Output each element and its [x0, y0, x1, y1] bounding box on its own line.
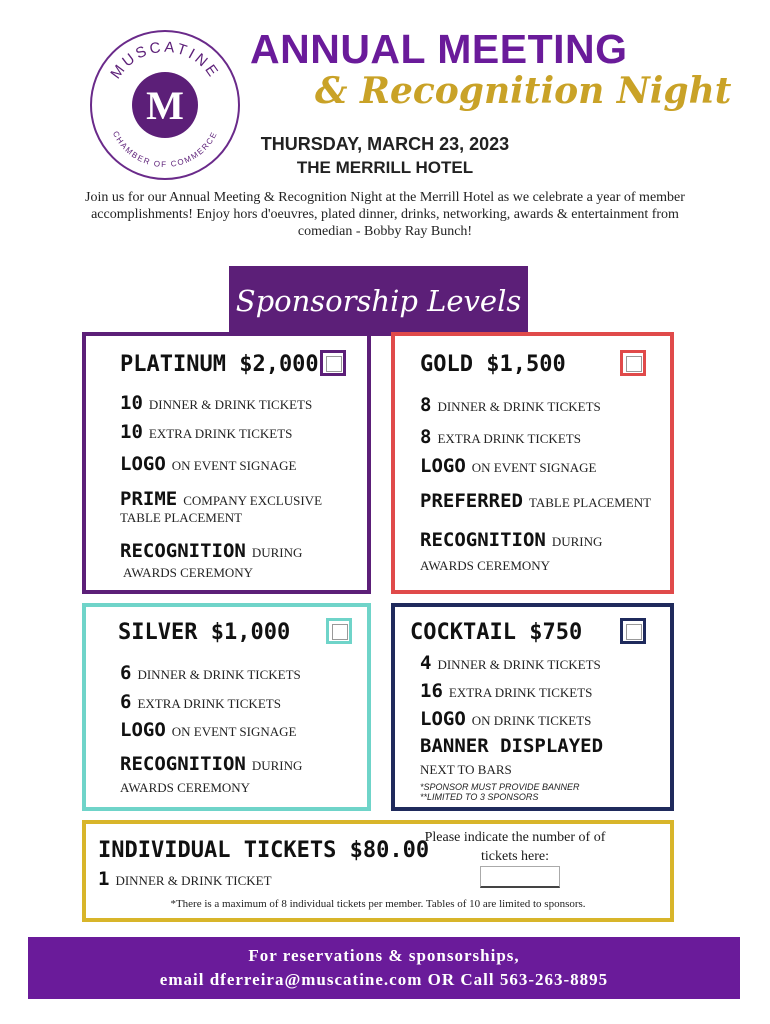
gold-line-1: 8 DINNER & DRINK TICKETS	[420, 394, 601, 416]
event-subtitle: & Recognition Night	[315, 70, 732, 112]
individual-line: 1 DINNER & DRINK TICKET	[98, 868, 272, 890]
gold-line-5-cont: AWARDS CEREMONY	[420, 558, 551, 573]
silver-line-4-cont: AWARDS CEREMONY	[120, 780, 251, 795]
platinum-line-5-cont: AWARDS CEREMONY	[123, 565, 254, 580]
sponsorship-heading: Sponsorship Levels	[229, 266, 528, 336]
silver-line-4: RECOGNITION DURING	[120, 753, 303, 775]
logo-monogram: M	[132, 72, 198, 138]
event-venue: THE MERRILL HOTEL	[296, 158, 474, 177]
platinum-line-1: 10 DINNER & DRINK TICKETS	[120, 392, 313, 414]
silver-line-3: LOGO ON EVENT SIGNAGE	[120, 719, 297, 741]
contact-footer	[28, 937, 740, 999]
individual-heading: INDIVIDUAL TICKETS $80.00	[98, 838, 430, 863]
gold-line-4: PREFERRED TABLE PLACEMENT	[420, 490, 652, 512]
gold-checkbox[interactable]	[620, 350, 646, 376]
event-title: ANNUAL MEETING	[250, 26, 628, 72]
platinum-line-3: LOGO ON EVENT SIGNAGE	[120, 453, 297, 475]
platinum-line-4-cont: TABLE PLACEMENT	[120, 510, 243, 525]
silver-line-2: 6 EXTRA DRINK TICKETS	[120, 691, 281, 713]
platinum-line-2: 10 EXTRA DRINK TICKETS	[120, 421, 293, 443]
silver-checkbox[interactable]	[326, 618, 352, 644]
ticket-count-label: Please indicate the number of of tickets here:	[424, 830, 606, 864]
footer-line-2[interactable]: email dferreira@muscatine.com OR Call 563-263-8895	[159, 970, 609, 989]
cocktail-line-1: 4 DINNER & DRINK TICKETS	[420, 652, 601, 674]
cocktail-note-2: **LIMITED TO 3 SPONSORS	[420, 792, 539, 802]
logo-ring-bottom: CHAMBER OF COMMERCE	[110, 129, 220, 170]
cocktail-checkbox[interactable]	[620, 618, 646, 644]
gold-line-5: RECOGNITION DURING	[420, 529, 603, 551]
platinum-checkbox[interactable]	[320, 350, 346, 376]
gold-line-2: 8 EXTRA DRINK TICKETS	[420, 426, 581, 448]
logo-ring-top: MUSCATINE	[107, 38, 223, 83]
cocktail-line-2: 16 EXTRA DRINK TICKETS	[420, 680, 593, 702]
cocktail-line-4: BANNER DISPLAYED	[420, 735, 604, 757]
footer-line-1: For reservations & sponsorships,	[248, 946, 520, 965]
cocktail-line-3: LOGO ON DRINK TICKETS	[420, 708, 592, 730]
platinum-line-5: RECOGNITION DURING	[120, 540, 303, 562]
silver-line-1: 6 DINNER & DRINK TICKETS	[120, 662, 301, 684]
gold-line-3: LOGO ON EVENT SIGNAGE	[420, 455, 597, 477]
silver-heading: SILVER $1,000	[118, 620, 291, 645]
event-intro: Join us for our Annual Meeting & Recognition Night at the Merrill Hotel as we celebrate a year of member accomplishments! Enjoy hors d'oeuvres, plated dinner, drinks, networking, awards & entertainment from comedian - Bobby Ray Bunch!	[85, 190, 685, 239]
event-date: THURSDAY, MARCH 23, 2023	[260, 134, 510, 154]
individual-footnote: *There is a maximum of 8 individual tickets per member. Tables of 10 are limited to sponsors.	[170, 898, 586, 910]
platinum-heading: PLATINUM $2,000	[120, 352, 319, 377]
platinum-line-4: PRIME COMPANY EXCLUSIVE	[120, 488, 323, 510]
cocktail-line-4-cont: NEXT TO BARS	[420, 762, 512, 777]
cocktail-heading: COCKTAIL $750	[410, 620, 583, 645]
gold-heading: GOLD $1,500	[420, 352, 566, 377]
cocktail-note-1: *SPONSOR MUST PROVIDE BANNER	[420, 782, 580, 792]
ticket-count-input[interactable]	[480, 866, 560, 888]
